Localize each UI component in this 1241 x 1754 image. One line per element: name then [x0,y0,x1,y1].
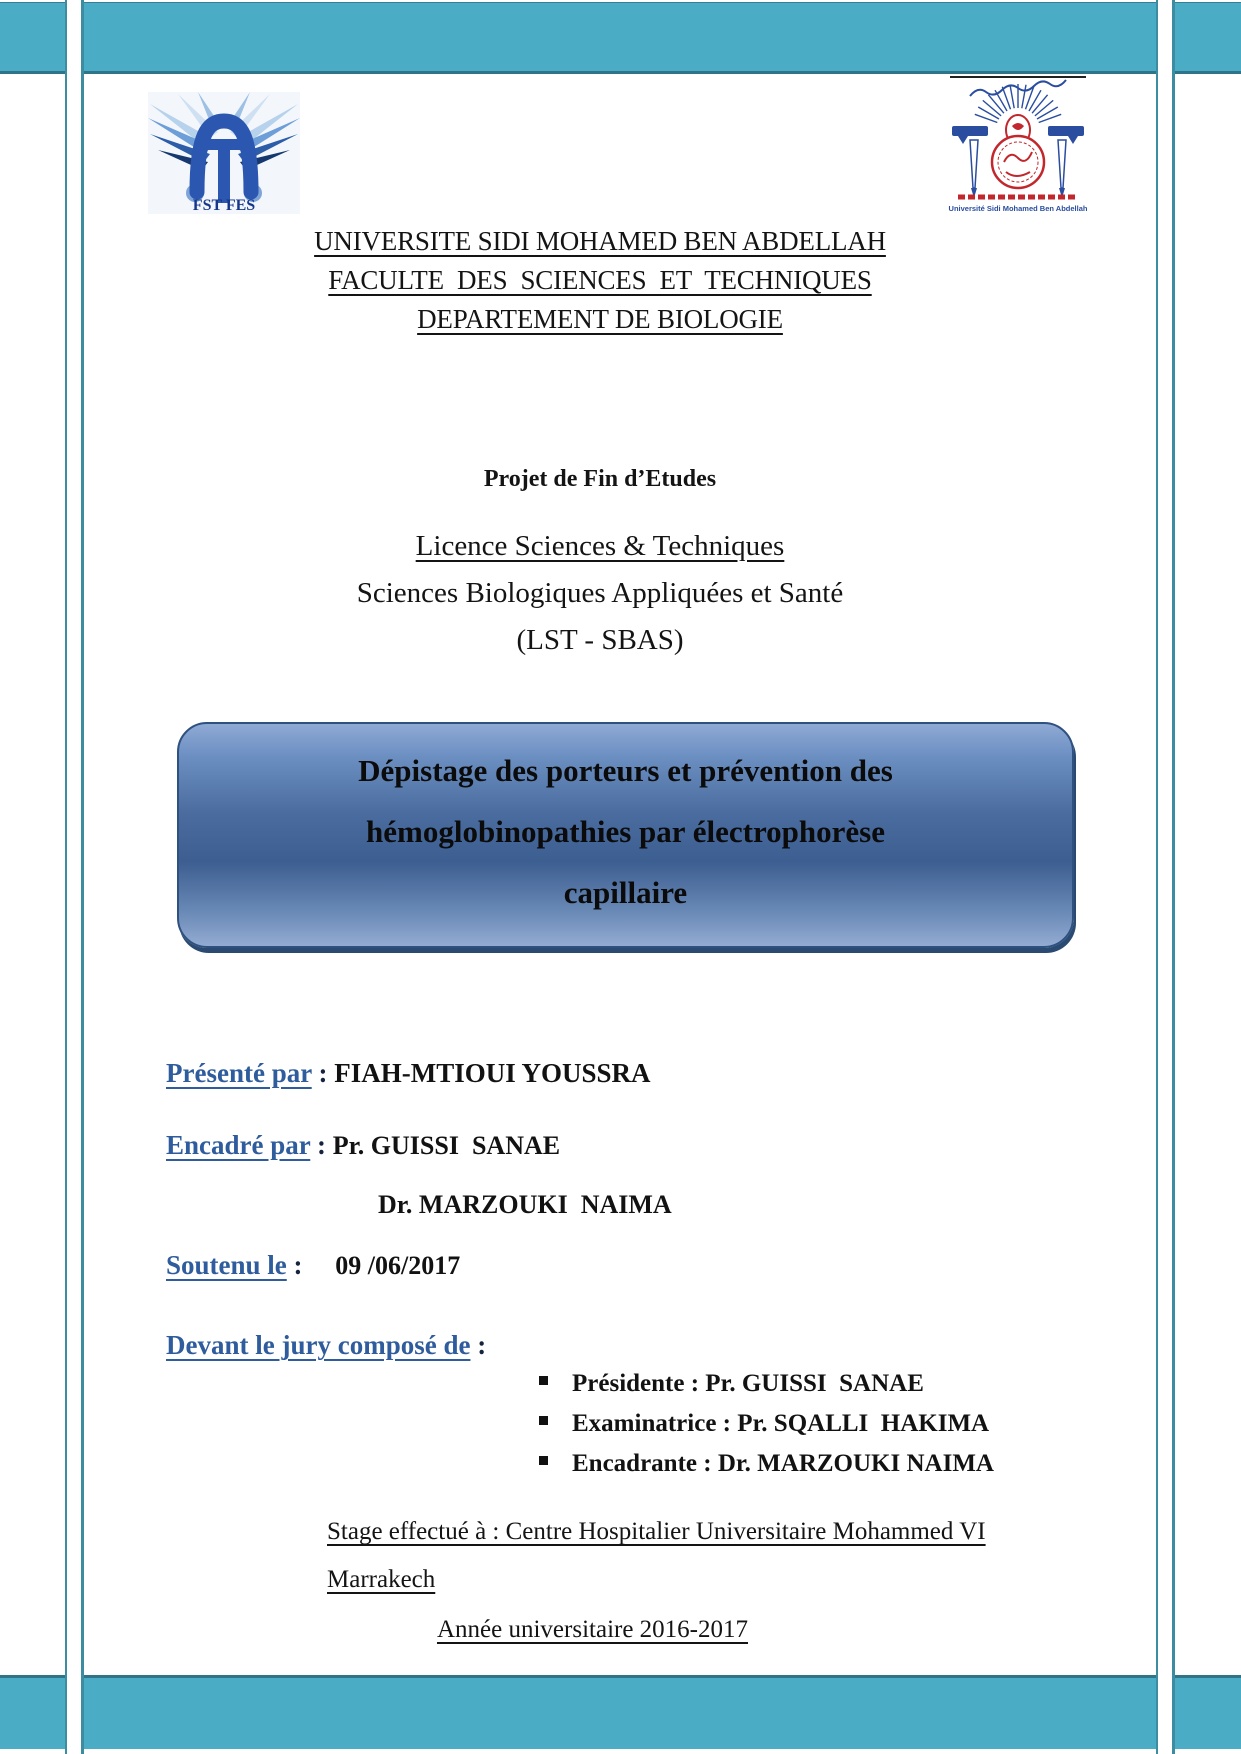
jury-member-advisor: Encadrante : Dr. MARZOUKI NAIMA [572,1450,994,1477]
academic-year: Année universitaire 2016-2017 [436,1616,749,1643]
defense-date: 09 /06/2017 [335,1251,461,1280]
defended-on-label: Soutenu le [166,1250,287,1280]
supervised-by-label: Encadré par [166,1130,311,1160]
usmba-caption: Université Sidi Mohamed Ben Abdellah [948,204,1088,213]
top-band-right [1175,2,1241,74]
thesis-title-line2: hémoglobinopathies par électrophorèse [366,814,885,849]
red-medallion [992,136,1044,188]
thesis-title-line3: capillaire [563,875,688,910]
left-inner-rule [81,0,84,1754]
project-type: Projet de Fin d’Etudes [483,466,717,492]
fst-caption: FST FES [192,197,256,214]
jury-heading-row [150,1312,486,1379]
top-band-main [84,2,1156,74]
faculty-name: FACULTE DES SCIENCES ET TECHNIQUES [328,265,872,295]
presented-by-label: Présenté par [166,1058,312,1088]
degree-specialty: Sciences Biologiques Appliquées et Santé [356,577,844,609]
internship-location-line2: Marrakech [327,1566,436,1593]
thesis-title-box [177,722,1074,948]
jury-member-examiner: Examinatrice : Pr. SQALLI HAKIMA [572,1410,990,1437]
bottom-band-right [1175,1675,1241,1749]
supervisor-1-name: Pr. GUISSI SANAE [332,1131,561,1160]
square-bullet-icon [539,1376,548,1385]
supervisor-2-name: Dr. MARZOUKI NAIMA [378,1190,672,1219]
bottom-band-left [0,1675,65,1749]
colon-separator: : [470,1330,487,1360]
university-name: UNIVERSITE SIDI MOHAMED BEN ABDELLAH [314,226,886,256]
colon-separator: : [311,1058,335,1088]
author-name: FIAH-MTIOUI YOUSSRA [334,1058,651,1088]
colon-separator: : [286,1250,310,1280]
fst-fes-logo [148,92,300,214]
right-outer-rule [1172,0,1175,1754]
degree-abbreviation: (LST - SBAS) [516,624,684,656]
right-inner-rule [1156,0,1158,1754]
internship-location-line1: Stage effectué à : Centre Hospitalier Universitaire Mohammed VI [327,1518,986,1545]
jury-member-president: Présidente : Pr. GUISSI SANAE [572,1370,924,1397]
top-band-left [0,2,65,74]
jury-member-row [523,1432,994,1496]
supervised-by-row [150,1112,560,1179]
left-outer-rule [65,0,67,1754]
colon-separator: : [310,1130,333,1160]
jury-heading-label: Devant le jury composé de [166,1330,471,1360]
square-bullet-icon [539,1416,548,1425]
defended-on-row [150,1232,460,1299]
degree-name: Licence Sciences & Techniques [415,530,785,562]
thesis-title-line1: Dépistage des porteurs et prévention des [358,753,893,788]
university-header [90,222,1110,339]
presented-by-row [150,1040,651,1107]
department-name: DEPARTEMENT DE BIOLOGIE [417,304,783,334]
supervisor-2-row [362,1172,672,1238]
bottom-band-main [84,1675,1156,1749]
usmba-logo [946,76,1090,218]
square-bullet-icon [539,1456,548,1465]
